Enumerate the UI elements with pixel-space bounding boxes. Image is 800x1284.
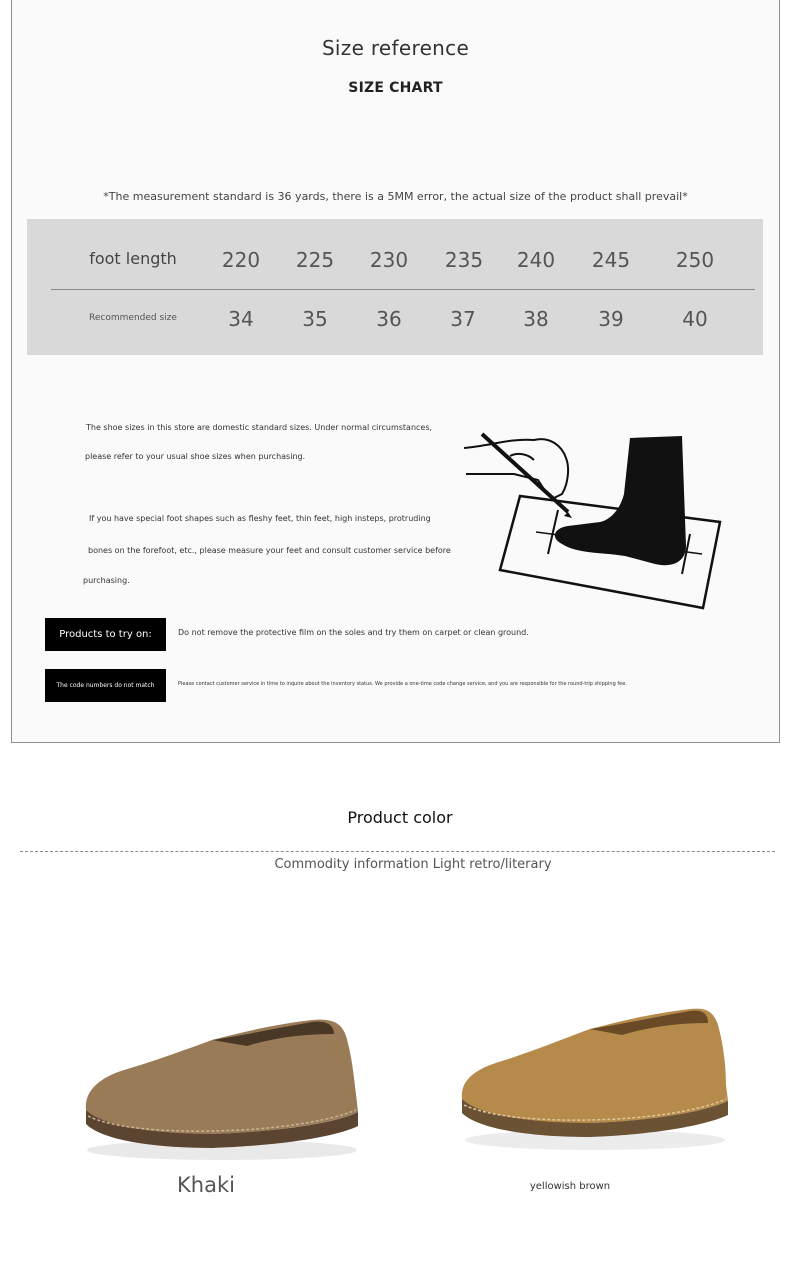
recommended-size-row	[27, 291, 763, 351]
size-advice-text: please refer to your usual shoe sizes when purchasing.	[85, 452, 306, 461]
size-advice-text: If you have special foot shapes such as fleshy feet, thin feet, high insteps, protruding	[89, 514, 431, 523]
recommended-size-cell: 36	[376, 307, 402, 331]
foot-length-label: foot length	[89, 249, 177, 268]
foot-length-cell: 250	[675, 248, 715, 272]
table-divider	[51, 289, 755, 290]
dashed-divider	[20, 851, 775, 852]
code-mismatch-note: Please contact customer service in time to inquire about the inventory status. We provide a one-time code change service, and you are responsible for the round-trip shipping fee.	[178, 681, 627, 687]
recommended-size-cell: 39	[598, 307, 624, 331]
recommended-size-cell: 37	[450, 307, 476, 331]
size-reference-title: Size reference	[321, 36, 470, 60]
recommended-size-cell: 35	[302, 307, 328, 331]
commodity-info-subtitle: Commodity information Light retro/literary	[274, 857, 552, 872]
code-mismatch-tag: The code numbers do not match	[45, 669, 166, 702]
color-name-yellowish-brown: yellowish brown	[529, 1181, 611, 1192]
recommended-size-cell: 38	[523, 307, 549, 331]
size-advice-text: purchasing.	[83, 576, 130, 585]
size-chart-subtitle: SIZE CHART	[348, 80, 443, 96]
size-advice-text: The shoe sizes in this store are domestic standard sizes. Under normal circumstances,	[86, 423, 433, 432]
size-reference-panel	[11, 0, 780, 743]
foot-length-cell: 235	[444, 248, 484, 272]
product-color-title: Product color	[347, 808, 453, 827]
size-advice-text: bones on the forefoot, etc., please measure your feet and consult customer service before	[88, 546, 451, 555]
try-on-note: Do not remove the protective film on the soles and try them on carpet or clean ground.	[178, 628, 529, 637]
recommended-size-cell: 34	[228, 307, 254, 331]
foot-length-cell: 245	[591, 248, 631, 272]
foot-length-row	[27, 219, 763, 279]
recommended-size-label: Recommended size	[89, 313, 177, 323]
foot-length-cell: 240	[516, 248, 556, 272]
foot-length-cell: 230	[369, 248, 409, 272]
size-table	[27, 219, 763, 355]
color-name-khaki: Khaki	[177, 1173, 235, 1197]
foot-measuring-illustration	[450, 428, 740, 618]
foot-length-cell: 225	[295, 248, 335, 272]
khaki-shoe-image	[72, 1000, 372, 1170]
yellowish-brown-shoe-image	[450, 995, 740, 1160]
foot-length-cell: 220	[221, 248, 261, 272]
measurement-note: *The measurement standard is 36 yards, there is a 5MM error, the actual size of the product shall prevail*	[103, 190, 688, 203]
try-on-tag: Products to try on:	[45, 618, 166, 651]
recommended-size-cell: 40	[682, 307, 708, 331]
